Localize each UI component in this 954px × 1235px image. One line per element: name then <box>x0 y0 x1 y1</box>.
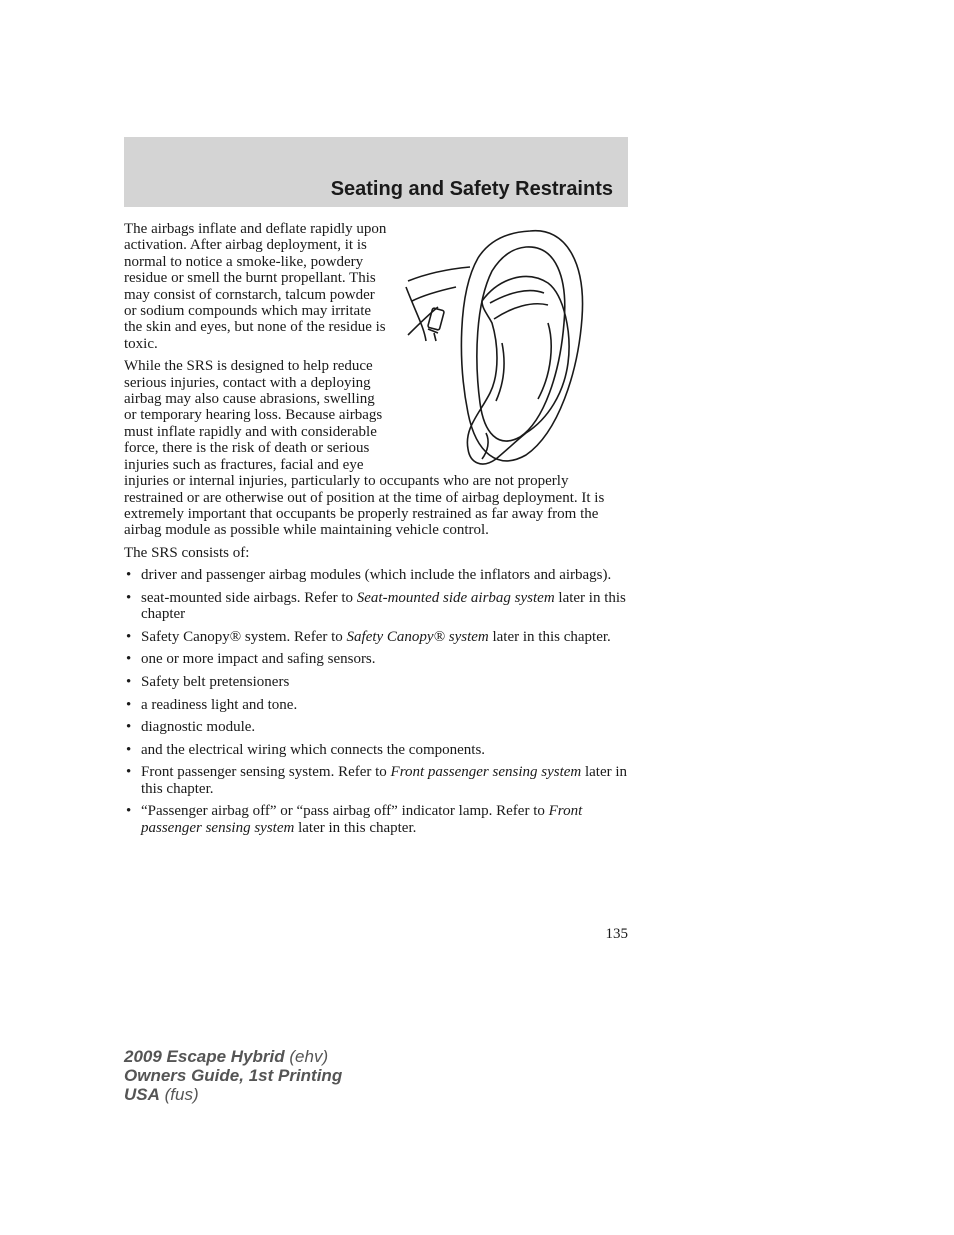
list-item: • diagnostic module. <box>124 719 628 735</box>
srs-components-list <box>124 567 628 836</box>
cross-reference: Safety Canopy® system <box>346 628 489 645</box>
paragraph-srs-intro: The SRS consists of: <box>124 544 250 561</box>
list-item: • seat-mounted side airbags. Refer to Seat-mounted side airbag system later in this chapter <box>124 590 628 623</box>
list-item: • “Passenger airbag off” or “pass airbag off” indicator lamp. Refer to Front passenger sensing system later in this chapter. <box>124 803 628 836</box>
list-item: • Safety belt pretensioners <box>124 674 628 690</box>
cross-reference: Front passenger sensing system <box>390 764 582 781</box>
document-footer: 2009 Escape Hybrid (ehv) Owners Guide, 1st Printing USA (fus) <box>124 1047 343 1104</box>
paragraph-residue: The airbags inflate and deflate rapidly upon activation. After airbag deployment, it is normal to notice a smoke-like, powdery residue or smell the burnt propellant. This may consist of cornstarch, talcum powder or sodium compounds which may irritate the skin and eyes, but none of the residue is toxic. <box>124 221 387 352</box>
list-item: • Front passenger sensing system. Refer to Front passenger sensing system later in this chapter. <box>124 764 628 797</box>
list-item: • driver and passenger airbag modules (which include the inflators and airbags). <box>124 567 628 583</box>
page-content <box>124 221 628 842</box>
cross-reference: Seat-mounted side airbag system <box>356 589 555 606</box>
section-title: Seating and Safety Restraints <box>330 178 613 200</box>
list-item: • and the electrical wiring which connects the components. <box>124 742 628 758</box>
airbag-illustration <box>398 223 638 473</box>
list-item: • a readiness light and tone. <box>124 697 628 713</box>
airbag-deployment-icon <box>398 223 638 473</box>
section-header <box>124 137 628 207</box>
list-item: • one or more impact and safing sensors. <box>124 651 628 667</box>
cross-reference: Front passenger sensing system <box>141 803 583 836</box>
paragraph-injuries: While the SRS is designed to help reduce serious injuries, contact with a deploying airbag may also cause abrasions, swelling or temporary hearing loss. Because airbags must inflate rapidly and with considerable force, there is the risk of death or serious injuries such as fractures, facial and eye injuries or internal injuries, particularly to occupants who are not properly restrained or are otherwise out of position at the time of airbag deployment. It is extremely important that occupants be properly restrained as far away from the airbag module as possible while maintaining vehicle control. <box>124 358 605 539</box>
list-item: • Safety Canopy® system. Refer to Safety Canopy® system later in this chapter. <box>124 629 628 645</box>
page-number: 135 <box>605 926 628 942</box>
